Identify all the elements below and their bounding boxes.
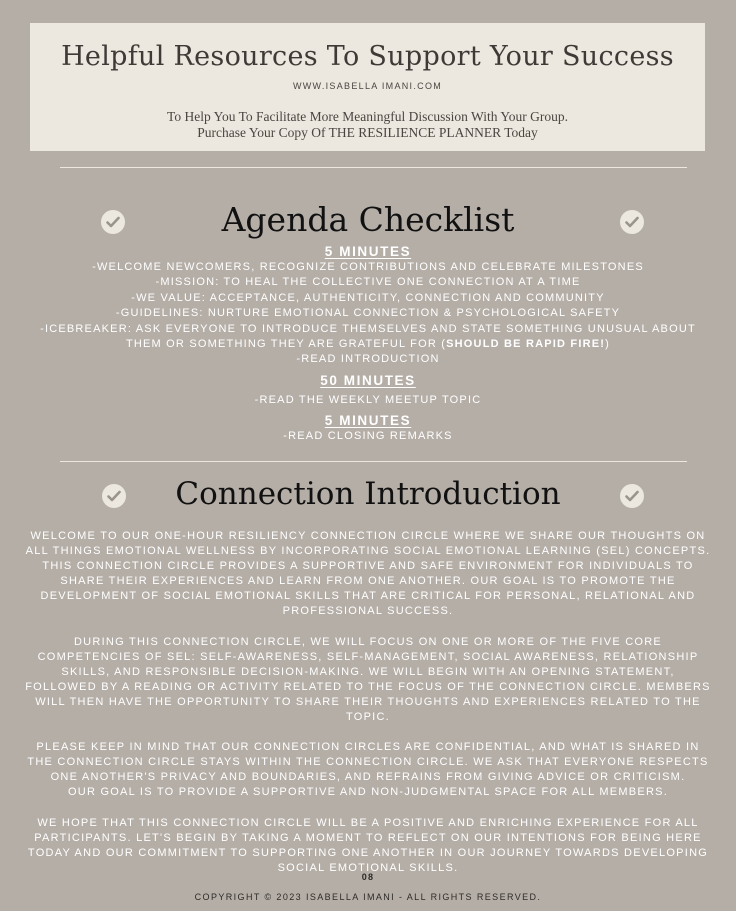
intro-paragraph: WE HOPE THAT THIS CONNECTION CIRCLE WILL BE A POSITIVE AND ENRICHING EXPERIENCE FOR ALL PARTICIPANTS. LET'S BEGIN BY TAKING A MOMENT TO REFLECT ON OUR INTENTIONS FOR BEING HERE TODAY AND OUR COMMITMENT TO SUPPORTING ONE ANOTHER IN OUR JOURNEY TOWARDS DEVELOPING SOCIAL EMOTIONAL SKILLS. bbox=[27, 816, 709, 874]
header-banner bbox=[30, 23, 705, 151]
time-heading: 5 MINUTES bbox=[324, 244, 412, 259]
agenda-item: -READ CLOSING REMARKS bbox=[283, 430, 453, 443]
agenda-item: -READ INTRODUCTION bbox=[296, 353, 440, 366]
divider-top bbox=[60, 167, 687, 168]
icebreaker-emphasis: SHOULD BE RAPID FIRE! bbox=[446, 338, 606, 351]
agenda-item-continued bbox=[30, 337, 706, 352]
icebreaker-end: ) bbox=[605, 338, 611, 351]
introduction-title: Connection Introduction bbox=[175, 476, 561, 512]
promo-line-1: To Help You To Facilitate More Meaningful Discussion With Your Group. bbox=[167, 109, 568, 124]
agenda-item: -GUIDELINES: NURTURE EMOTIONAL CONNECTION & PSYCHOLOGICAL SAFETY bbox=[115, 307, 621, 320]
introduction-body bbox=[24, 529, 712, 891]
agenda-item: -ICEBREAKER: ASK EVERYONE TO INTRODUCE THEMSELVES AND STATE SOMETHING UNUSUAL ABOUT bbox=[40, 322, 696, 335]
divider-middle bbox=[60, 461, 687, 462]
website-link[interactable]: WWW.ISABELLA IMANI.COM bbox=[292, 81, 443, 91]
copyright-notice: COPYRIGHT © 2023 ISABELLA IMANI - ALL RIGHTS RESERVED. bbox=[194, 892, 542, 902]
intro-paragraph: OUR GOAL IS TO PROVIDE A SUPPORTIVE AND NON-JUDGMENTAL SPACE FOR ALL MEMBERS. bbox=[67, 786, 669, 799]
agenda-item: -READ THE WEEKLY MEETUP TOPIC bbox=[254, 393, 482, 406]
icebreaker-text: THEM OR SOMETHING THEY ARE GRATEFUL FOR ( bbox=[125, 338, 447, 351]
agenda-item: -WE VALUE: ACCEPTANCE, AUTHENTICITY, CONNECTION AND COMMUNITY bbox=[131, 291, 605, 304]
header-title: Helpful Resources To Support Your Success bbox=[61, 41, 674, 72]
agenda-item: -MISSION: TO HEAL THE COLLECTIVE ONE CONNECTION AT A TIME bbox=[155, 276, 581, 289]
agenda-title: Agenda Checklist bbox=[221, 200, 515, 239]
agenda-item: -WELCOME NEWCOMERS, RECOGNIZE CONTRIBUTIONS AND CELEBRATE MILESTONES bbox=[92, 261, 644, 273]
page-number: 08 bbox=[361, 872, 375, 882]
header-promo bbox=[30, 109, 705, 141]
intro-paragraph: WELCOME TO OUR ONE-HOUR RESILIENCY CONNECTION CIRCLE WHERE WE SHARE OUR THOUGHTS ON ALL THINGS EMOTIONAL WELLNESS BY INCORPORATING SOCIAL EMOTIONAL LEARNING (SEL) CONCEPTS. THIS CONNECTION CIRCLE PROVIDES A SUPPORTIVE AND SAFE ENVIRONMENT FOR INDIVIDUALS TO SHARE THEIR EXPERIENCES AND LEARN FROM ONE ANOTHER. OUR GOAL IS TO PROMOTE THE DEVELOPMENT OF SOCIAL EMOTIONAL SKILLS THAT ARE CRITICAL FOR PERSONAL, RELATIONAL AND PROFESSIONAL SUCCESS. bbox=[25, 530, 711, 618]
time-heading: 5 MINUTES bbox=[324, 413, 412, 429]
agenda-checklist bbox=[30, 243, 706, 445]
intro-paragraph: DURING THIS CONNECTION CIRCLE, WE WILL FOCUS ON ONE OR MORE OF THE FIVE CORE COMPETENCIES OF SEL: SELF-AWARENESS, SELF-MANAGEMENT, SOCIAL AWARENESS, RELATIONSHIP SKILLS, AND RESPONSIBLE DECISION-MAKING. WE WILL BEGIN WITH AN OPENING STATEMENT, FOLLOWED BY A READING OR ACTIVITY RELATED TO THE FOCUS OF THE CONNECTION CIRCLE. MEMBERS WILL THEN HAVE THE OPPORTUNITY TO SHARE THEIR THOUGHTS AND EXPERIENCES RELATED TO THE TOPIC. bbox=[25, 635, 711, 724]
time-heading: 50 MINUTES bbox=[320, 372, 416, 388]
promo-line-2: Purchase Your Copy Of THE RESILIENCE PLANNER Today bbox=[197, 125, 538, 140]
intro-paragraph: PLEASE KEEP IN MIND THAT OUR CONNECTION CIRCLES ARE CONFIDENTIAL, AND WHAT IS SHARED IN THE CONNECTION CIRCLE STAYS WITHIN THE CONNECTION CIRCLE. WE ASK THAT EVERYONE RESPECTS ONE ANOTHER'S PRIVACY AND BOUNDARIES, AND REFRAINS FROM GIVING ADVICE OR CRITICISM. bbox=[27, 741, 709, 784]
